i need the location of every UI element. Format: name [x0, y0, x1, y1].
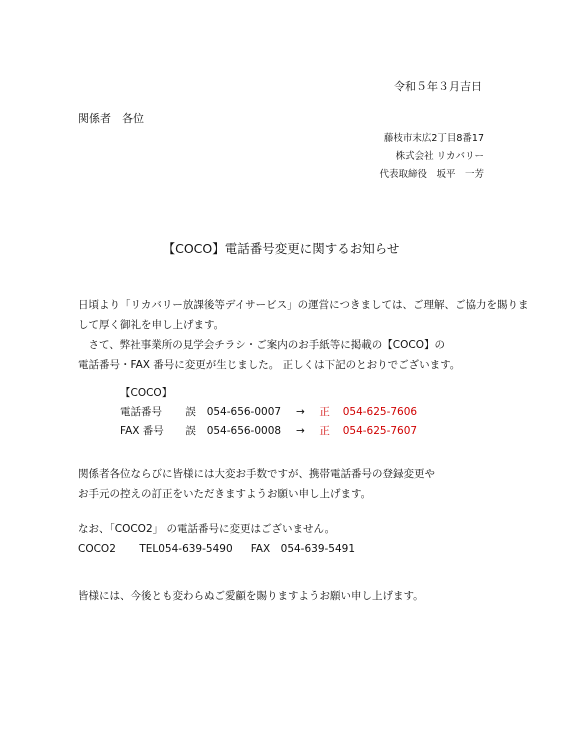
body-line-3: さて、弊社事業所の見学会チラシ・ご案内のお手紙等に掲載の【COCO】の [78, 339, 445, 351]
arrow-right-icon: → [296, 425, 305, 437]
old-number: 054-656-0008 [206, 425, 282, 437]
coco2-fax: FAX 054-639-5491 [250, 543, 356, 555]
notice-line-2: お手元の控えの訂正をいただきますようお願い申し上げます。 [78, 488, 372, 500]
new-number: 054-625-7607 [342, 425, 418, 437]
contact-heading: 【COCO】 [120, 387, 173, 399]
new-number: 054-625-7606 [342, 406, 418, 418]
coco2-contact [78, 541, 355, 556]
correct-mark: 正 [319, 406, 330, 418]
body-line-2: して厚く御礼を申し上げます。 [78, 319, 225, 331]
correct-mark: 正 [319, 425, 330, 437]
closing-line: 皆様には、今後とも変わらぬご愛顧を賜りますようお願い申し上げます。 [78, 590, 424, 602]
wrong-mark: 誤 [185, 406, 196, 418]
addressee: 関係者 各位 [78, 112, 144, 125]
row-label: FAX 番号 [120, 425, 164, 437]
wrong-mark: 誤 [185, 425, 196, 437]
arrow-right-icon: → [296, 406, 305, 418]
sender-company: 株式会社 リカバリー [395, 151, 484, 162]
row-label: 電話番号 [120, 406, 162, 418]
coco2-tel: TEL054-639-5490 [139, 543, 233, 555]
sender-representative: 代表取締役 坂平 一芳 [379, 169, 484, 180]
notice-line-1: 関係者各位ならびに皆様には大変お手数ですが、携帯電話番号の登録変更や [78, 468, 435, 480]
sender-address: 藤枝市末広2丁目8番17 [383, 133, 484, 144]
document-date: 令和５年３月吉日 [394, 80, 482, 93]
coco2-name: COCO2 [78, 543, 116, 555]
body-line-4: 電話番号・FAX 番号に変更が生じました。 正しくは下記のとおりでございます。 [78, 359, 461, 371]
document-title: 【COCO】電話番号変更に関するお知らせ [162, 241, 400, 256]
old-number: 054-656-0007 [206, 406, 282, 418]
notice-line-3: なお、「COCO2」 の電話番号に変更はございません。 [78, 523, 336, 535]
body-line-1: 日頃より「リカバリー放課後等デイサービス」の運営につきましては、ご理解、ご協力を賜りま [78, 299, 529, 311]
phone-change-row [120, 404, 417, 419]
fax-change-row [120, 423, 417, 438]
